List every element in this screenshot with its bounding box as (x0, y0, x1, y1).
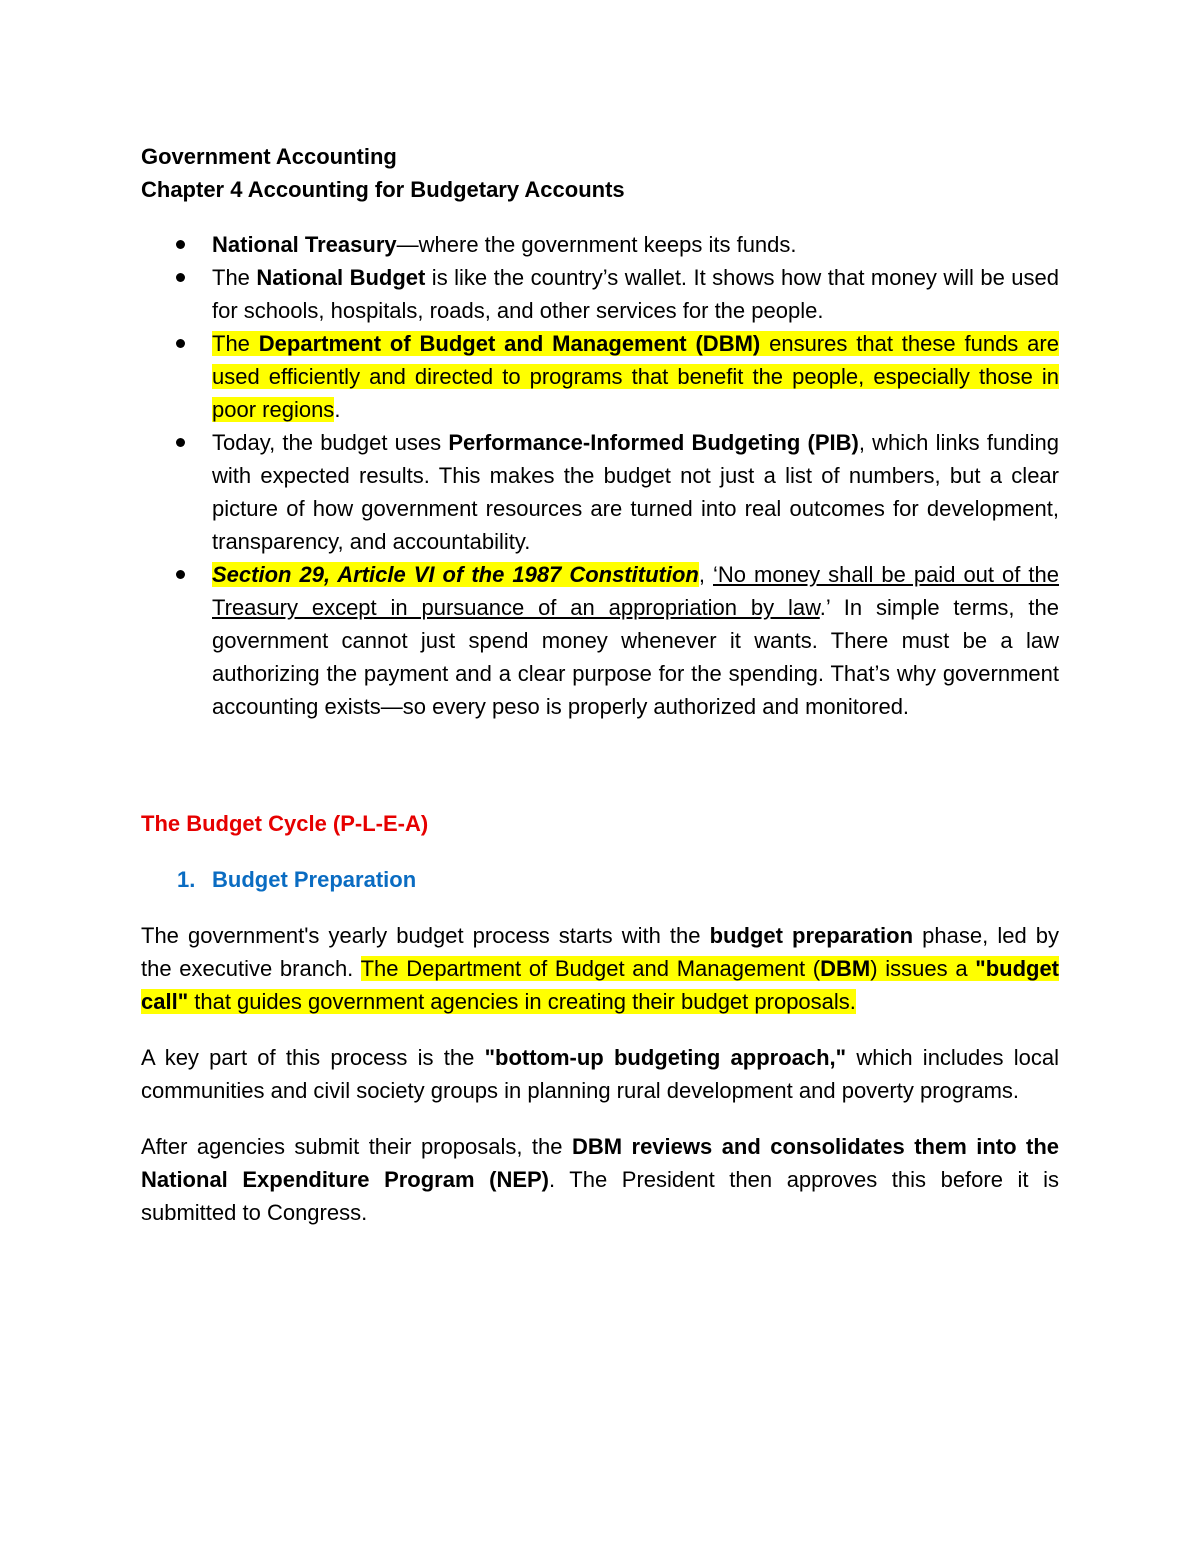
paragraph-text: which includes local communities and civil society groups in planning rural development and poverty programs. (141, 1045, 1060, 1103)
item-text-pre: The (212, 265, 257, 290)
term-nep: DBM reviews and consolidates them into the National Expenditure Program (NEP) (141, 1134, 1059, 1192)
paragraph-text: After agencies submit their proposals, the (141, 1134, 572, 1159)
bullet-icon (176, 570, 185, 579)
term-budget-preparation: budget preparation (709, 923, 914, 948)
term-budget-call: "budget call" (141, 956, 1060, 1014)
bullet-icon (176, 438, 185, 447)
term-national-treasury: National Treasury (212, 232, 397, 257)
quote-end: .’ (819, 595, 830, 620)
bullet-icon (176, 339, 185, 348)
item-text: ensures that these funds are used efficiently and directed to programs that benefit the people, especially those in poor regions (212, 331, 1059, 422)
paragraph-text: The Department of Budget and Management ( (360, 956, 821, 981)
paragraph (141, 1041, 1059, 1107)
term-constitution-section: Section 29, Article VI of the 1987 Constitution (212, 562, 699, 587)
list-item (141, 558, 1059, 723)
paragraph (141, 1130, 1059, 1229)
step-number: 1. (177, 867, 196, 892)
item-text-pre: Today, the budget uses (212, 430, 449, 455)
item-text: , which links funding with expected results. This makes the budget not just a list of numbers, but a clear picture of how government resources are turned into real outcomes for development, transparency, and accountability. (212, 430, 1060, 554)
key-points-list (141, 228, 1059, 723)
term-bottom-up: "bottom-up budgeting approach," (484, 1045, 847, 1070)
list-item (141, 426, 1059, 558)
list-item (141, 261, 1059, 327)
item-text-post: . (334, 397, 341, 422)
bullet-icon (176, 240, 185, 249)
paragraph-text: phase, led by the executive branch. (141, 923, 1060, 981)
term-dbm: DBM (820, 956, 871, 981)
item-text: In simple terms, the government cannot just spend money whenever it wants. There must be a law authorizing the payment and a clear purpose for the spending. That’s why government accounting exists—so every peso is properly authorized and monitored. (212, 595, 1059, 719)
subsection-title (177, 863, 1059, 896)
list-item (141, 228, 1059, 261)
chapter-title: Chapter 4 Accounting for Budgetary Accounts (141, 177, 625, 202)
paragraph-text: that guides government agencies in creating their budget proposals. (188, 989, 856, 1014)
paragraph-text: ) issues a (870, 956, 976, 981)
document-title: Government Accounting (141, 144, 397, 169)
section-title: The Budget Cycle (P-L-E-A) (141, 811, 429, 836)
item-text-pre: The (212, 331, 259, 356)
paragraph-text: . The President then approves this before it is submitted to Congress. (141, 1167, 1059, 1225)
paragraph (141, 919, 1059, 1018)
item-text: —where the government keeps its funds. (396, 232, 797, 257)
document-body (141, 140, 1059, 1229)
item-text: is like the country’s wallet. It shows how that money will be used for schools, hospitals, roads, and other services for the people. (212, 265, 1059, 323)
term-dbm: Department of Budget and Management (DBM) (258, 331, 761, 356)
list-item (141, 327, 1059, 426)
term-pib: Performance-Informed Budgeting (PIB) (448, 430, 859, 455)
paragraph-text: The government's yearly budget process starts with the (141, 923, 710, 948)
term-national-budget: National Budget (256, 265, 426, 290)
paragraph-text: A key part of this process is the (141, 1045, 485, 1070)
item-sep: , (698, 562, 713, 587)
constitution-quote: ‘No money shall be paid out of the Treasury except in pursuance of an appropriation by law (212, 562, 1060, 620)
step-title: Budget Preparation (212, 867, 417, 892)
bullet-icon (176, 273, 185, 282)
